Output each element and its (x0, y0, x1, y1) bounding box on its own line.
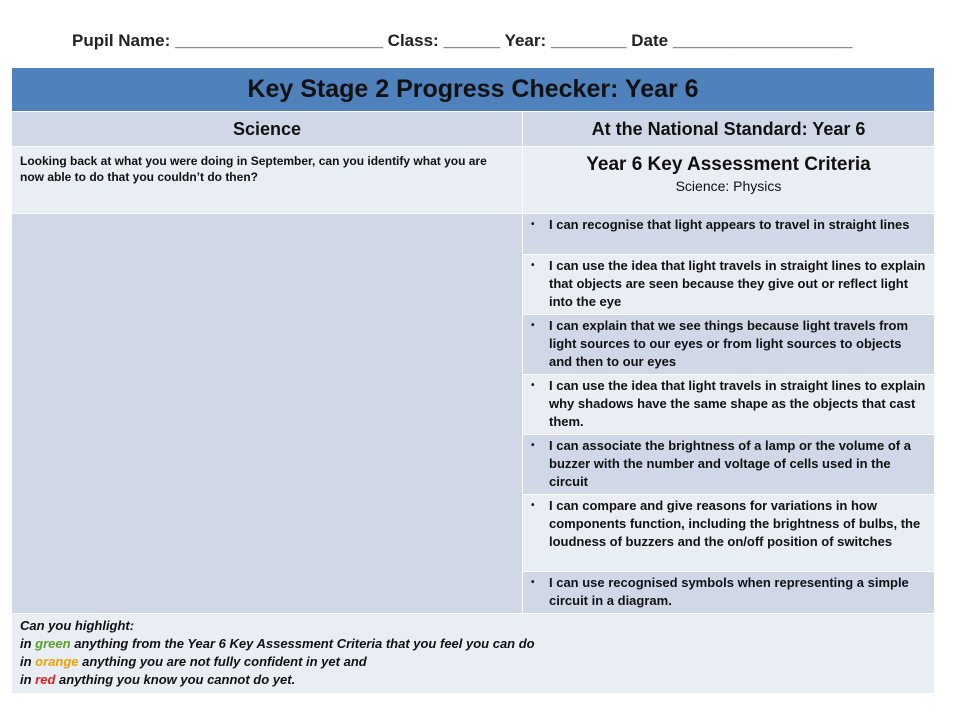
criterion-text: I can recognise that light appears to travel in straight lines (549, 217, 910, 232)
pupil-details-line: Pupil Name: ______________________ Class: ______ Year: ________ Date ___________________ (72, 31, 853, 50)
reflection-answer-area[interactable] (12, 214, 523, 614)
orange-word: orange (35, 654, 79, 669)
criterion-text: I can use the idea that light travels in straight lines to explain that objects are seen because they give out or reflect light into the eye (549, 258, 926, 309)
standard-heading: At the National Standard: Year 6 (523, 112, 935, 147)
highlight-intro: Can you highlight: (20, 618, 135, 633)
table-title: Key Stage 2 Progress Checker: Year 6 (12, 68, 935, 112)
criterion-text: I can compare and give reasons for variations in how components function, including the brightness of bulbs, the loudness of buzzers and the on/off position of switches (549, 498, 921, 549)
line-prefix: in (20, 672, 36, 687)
bullet-icon: • (531, 219, 535, 230)
criterion-item (523, 255, 935, 315)
criterion-item (523, 375, 935, 435)
line-prefix: in (20, 654, 36, 669)
line-prefix: in (20, 636, 36, 651)
criterion-text: I can explain that we see things because light travels from light sources to our eyes or from light sources to objects and then to our eyes (549, 318, 909, 369)
red-word: red (35, 672, 56, 687)
bullet-icon: • (531, 380, 535, 391)
criterion-item (523, 572, 935, 614)
highlight-red-line (20, 671, 926, 689)
criterion-text: I can use the idea that light travels in straight lines to explain why shadows have the same shape as the objects that cast them. (549, 378, 926, 429)
bullet-icon: • (531, 577, 535, 588)
criterion-item (523, 495, 935, 572)
progress-checker-table (11, 67, 935, 694)
highlight-orange-line (20, 653, 926, 671)
criterion-text: I can use recognised symbols when representing a simple circuit in a diagram. (549, 575, 909, 608)
highlight-green-line (20, 635, 926, 653)
criteria-title: Year 6 Key Assessment Criteria (586, 154, 871, 175)
subject-heading: Science (12, 112, 523, 147)
criterion-item (523, 214, 935, 255)
criterion-item (523, 435, 935, 495)
line-text: anything you know you cannot do yet. (55, 672, 296, 687)
criteria-subtitle: Science: Physics (675, 178, 782, 194)
bullet-icon: • (531, 320, 535, 331)
line-text: anything you are not fully confident in yet and (78, 654, 367, 669)
line-text: anything from the Year 6 Key Assessment Criteria that you feel you can do (70, 636, 535, 651)
bullet-icon: • (531, 260, 535, 271)
bullet-icon: • (531, 440, 535, 451)
criteria-header (523, 147, 935, 214)
criterion-text: I can associate the brightness of a lamp or the volume of a buzzer with the number and voltage of cells used in the circuit (549, 438, 911, 489)
bullet-icon: • (531, 500, 535, 511)
reflection-prompt: Looking back at what you were doing in September, can you identify what you are now able to do that you couldn’t do then? (12, 147, 523, 214)
highlight-instructions (12, 614, 935, 694)
green-word: green (35, 636, 71, 651)
criterion-item (523, 315, 935, 375)
